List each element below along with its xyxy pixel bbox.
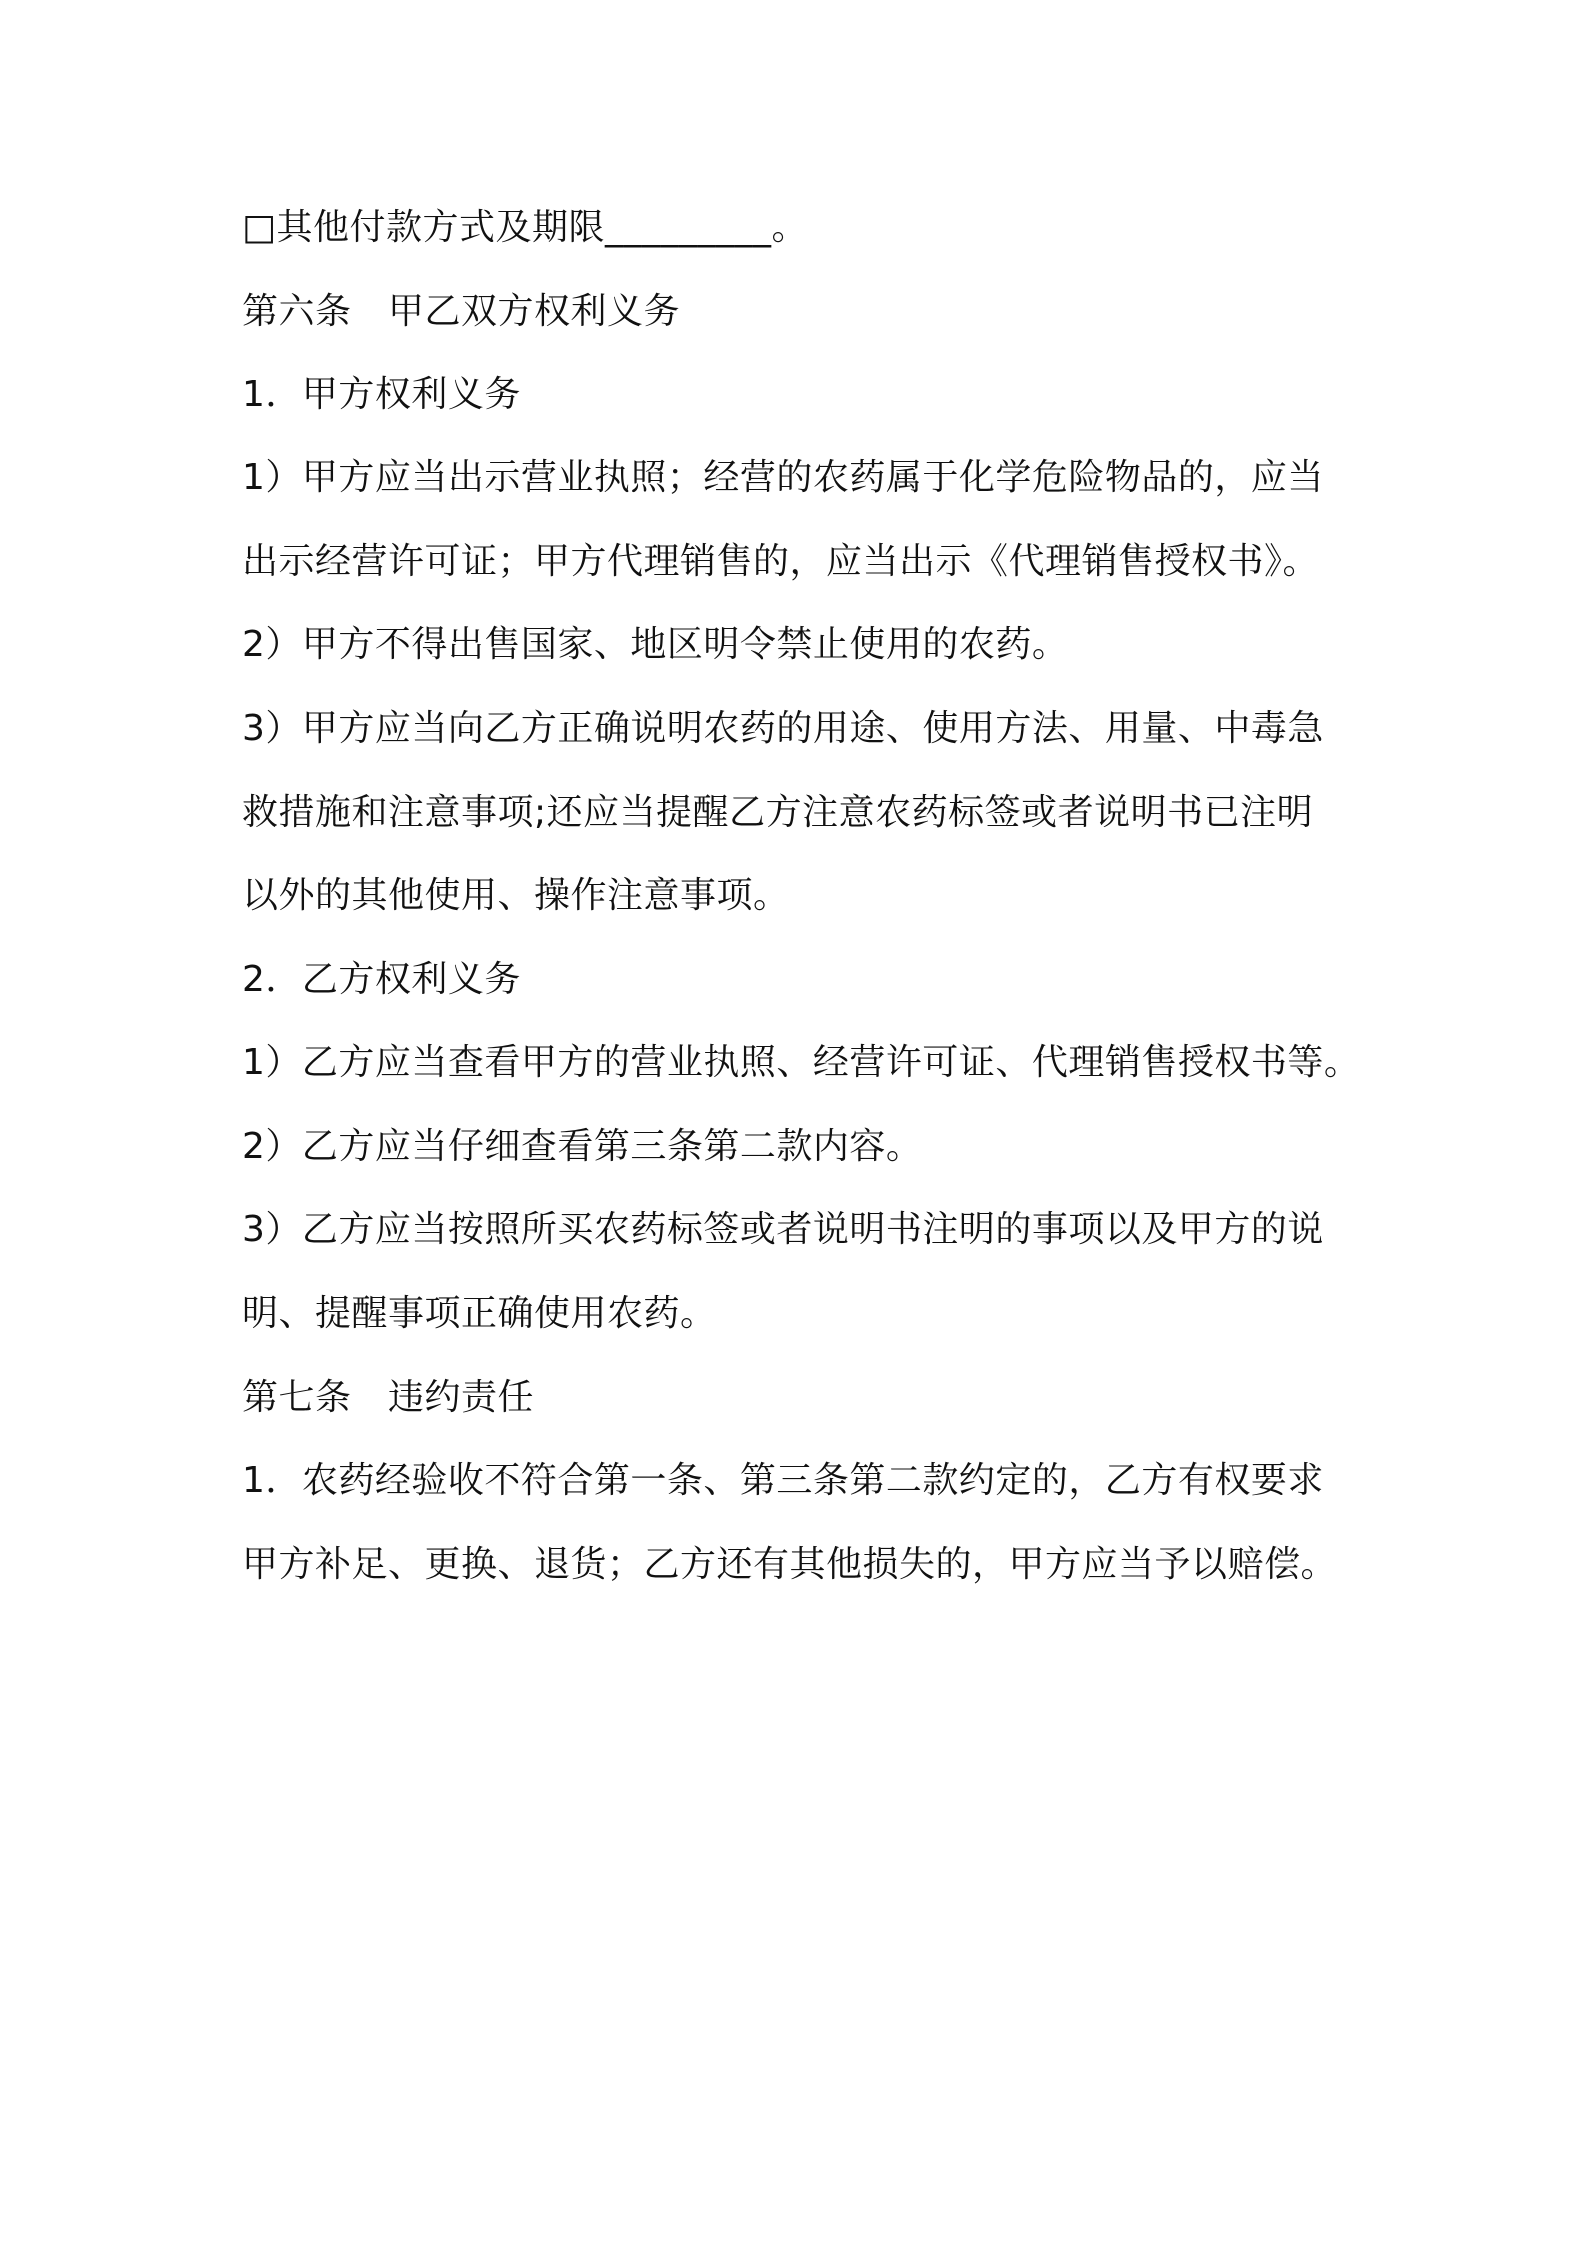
article-seven-heading: 第七条 违约责任 [242,1377,535,1418]
party-b-clause-3-line-2: 明、提醒事项正确使用农药。 [242,1293,717,1334]
article-six-heading: 第六条 甲乙双方权利义务 [242,291,681,332]
party-a-rights-heading: 1．甲方权利义务 [242,374,521,415]
payment-other-method-line: □其他付款方式及期限_________。 [242,207,809,248]
liability-clause-1-line-2: 甲方补足、更换、退货；乙方还有其他损失的，甲方应当予以赔偿。 [242,1544,1338,1585]
party-a-clause-3-line-2: 救措施和注意事项;还应当提醒乙方注意农药标签或者说明书已注明 [242,792,1314,833]
party-a-clause-3-line-3: 以外的其他使用、操作注意事项。 [242,875,790,916]
party-b-rights-heading: 2．乙方权利义务 [242,959,521,1000]
party-b-clause-2: 2）乙方应当仔细查看第三条第二款内容。 [242,1126,923,1167]
liability-clause-1-line-1: 1．农药经验收不符合第一条、第三条第二款约定的，乙方有权要求 [242,1460,1324,1501]
party-a-clause-1-line-1: 1）甲方应当出示营业执照；经营的农药属于化学危险物品的，应当 [242,457,1324,498]
party-a-clause-3-line-1: 3）甲方应当向乙方正确说明农药的用途、使用方法、用量、中毒急 [242,708,1324,749]
party-b-clause-1: 1）乙方应当查看甲方的营业执照、经营许可证、代理销售授权书等。 [242,1042,1361,1083]
party-a-clause-2: 2）甲方不得出售国家、地区明令禁止使用的农药。 [242,624,1069,665]
party-b-clause-3-line-1: 3）乙方应当按照所买农药标签或者说明书注明的事项以及甲方的说 [242,1209,1324,1250]
party-a-clause-1-line-2: 出示经营许可证；甲方代理销售的，应当出示《代理销售授权书》。 [242,541,1320,582]
